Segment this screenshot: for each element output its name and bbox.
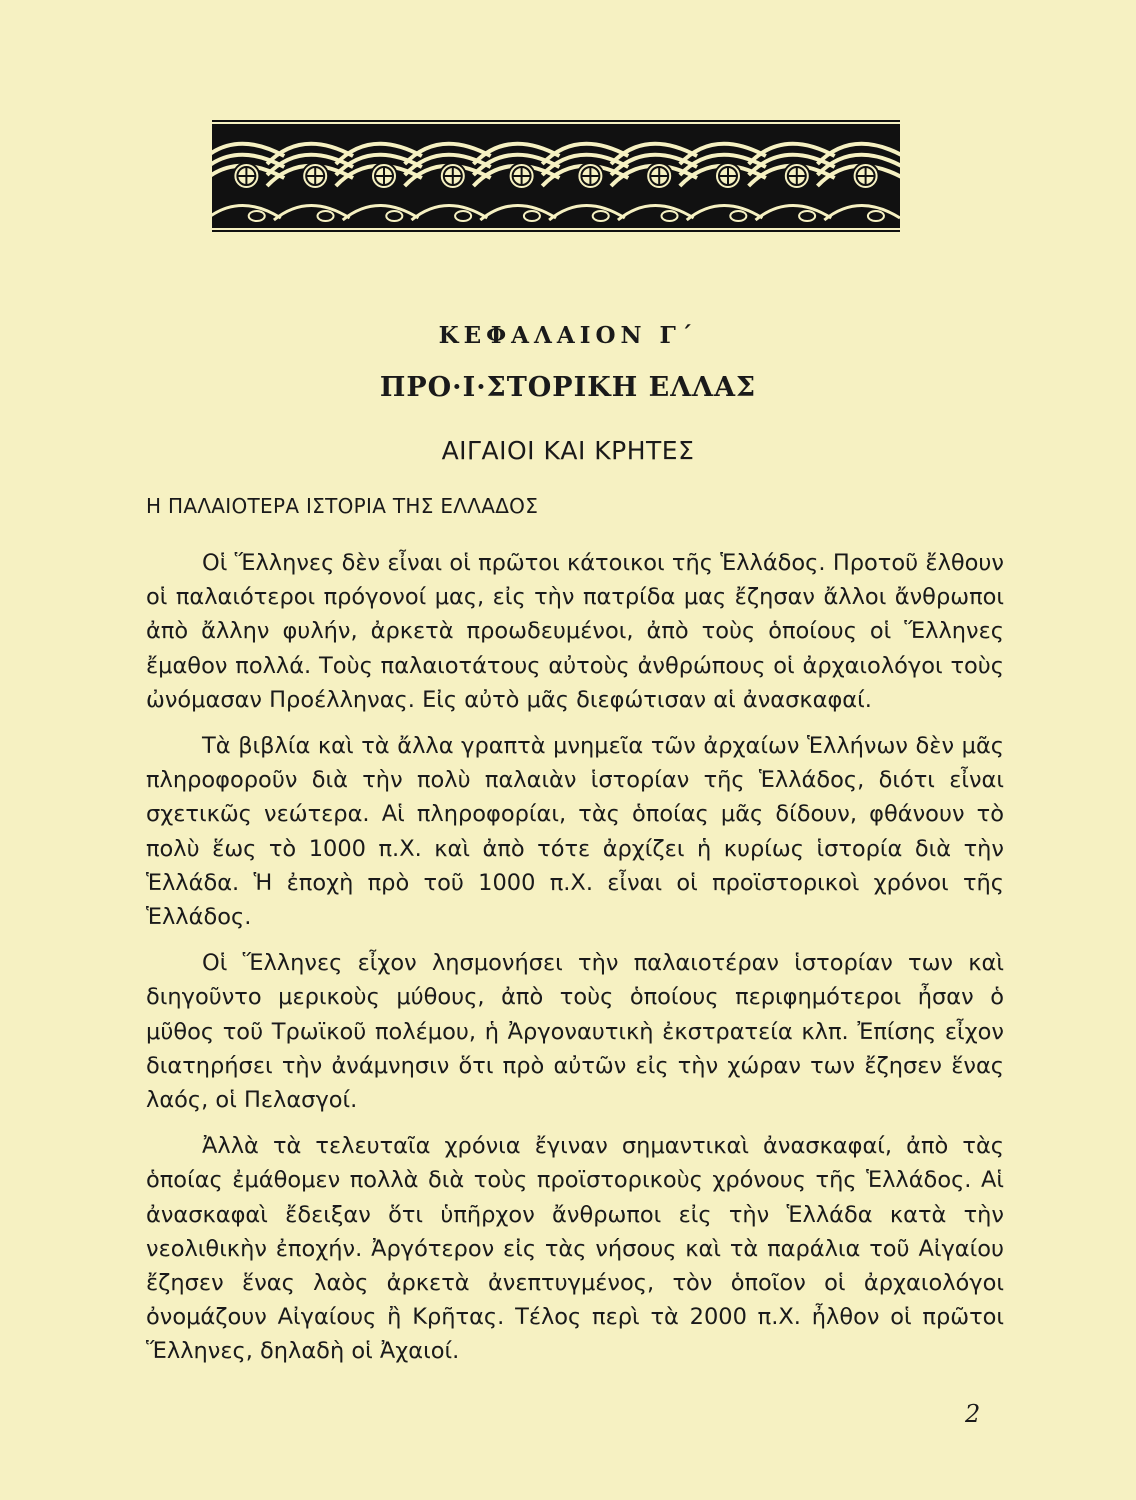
body-text <box>146 546 1004 1381</box>
paragraph: Ἀλλὰ τὰ τελευταῖα χρόνια ἔγιναν σημαντικαὶ ἀνασκαφαί, ἀπὸ τὰς ὁποίας ἐμάθομεν πολλὰ διὰ τοὺς προϊστορικοὺς χρόνους τῆς Ἑλλάδος. Αἱ ἀνασκαφαὶ ἔδειξαν ὅτι ὑπῆρχον ἄνθρωποι εἰς τὴν Ἑλλάδα κατὰ τὴν νεολιθικὴν ἐποχήν. Ἀργότερον εἰς τὰς νήσους καὶ τὰ παράλια τοῦ Αἰγαίου ἔζησεν ἕνας λαὸς ἀρκετὰ ἀνεπτυγμένος, τὸν ὁποῖον οἱ ἀρχαιολόγοι ὀνομάζουν Αἰγαίους ἢ Κρῆτας. Τέλος περὶ τὰ 2000 π.Χ. ἦλθον οἱ πρῶτοι Ἕλληνες, δηλαδὴ οἱ Ἀχαιοί. <box>146 1133 1004 1365</box>
page-number: 2 <box>965 1400 981 1428</box>
section-heading: Η ΠΑΛΑΙΟΤΕΡΑ ΙΣΤΟΡΙΑ ΤΗΣ ΕΛΛΑΔΟΣ <box>146 494 539 518</box>
chapter-heading: ΚΕΦΑΛΑΙΟΝ Γ΄ <box>438 322 698 349</box>
paragraph: Οἱ Ἕλληνες δὲν εἶναι οἱ πρῶτοι κάτοικοι τῆς Ἑλλάδος. Προτοῦ ἔλθουν οἱ παλαιότεροι πρόγονοί μας, εἰς τὴν πατρίδα μας ἔζησαν ἄλλοι ἄνθρωποι ἀπὸ ἄλλην φυλήν, ἀρκετὰ προωδευμένοι, ἀπὸ τοὺς ὁποίους οἱ Ἕλληνες ἔμαθον πολλά. Τοὺς παλαιοτάτους αὐτοὺς ἀνθρώπους οἱ ἀρχαιολόγοι τοὺς ὠνόμασαν Προέλληνας. Εἰς αὐτὸ μᾶς διεφώτισαν αἱ ἀνασκαφαί. <box>146 550 1004 713</box>
chapter-subtitle: ΑΙΓΑΙΟΙ ΚΑΙ ΚΡΗΤΕΣ <box>441 436 695 465</box>
decorative-wave-border <box>212 120 900 232</box>
paragraph: Τὰ βιβλία καὶ τὰ ἄλλα γραπτὰ μνημεῖα τῶν ἀρχαίων Ἑλλήνων δὲν μᾶς πληροφοροῦν διὰ τὴν πολὺ παλαιὰν ἱστορίαν τῆς Ἑλλάδος, διότι εἶναι σχετικῶς νεώτερα. Αἱ πληροφορίαι, τὰς ὁποίας μᾶς δίδουν, φθάνουν τὸ πολὺ ἕως τὸ 1000 π.Χ. καὶ ἀπὸ τότε ἀρχίζει ἡ κυρίως ἱστορία διὰ τὴν Ἑλλάδα. Ἡ ἐποχὴ πρὸ τοῦ 1000 π.Χ. εἶναι οἱ προϊστορικοὶ χρόνοι τῆς Ἑλλάδος. <box>146 733 1004 931</box>
paragraph: Οἱ Ἕλληνες εἶχον λησμονήσει τὴν παλαιοτέραν ἱστορίαν των καὶ διηγοῦντο μερικοὺς μύθους, ἀπὸ τοὺς ὁποίους περιφημότεροι ἦσαν ὁ μῦθος τοῦ Τρωϊκοῦ πολέμου, ἡ Ἀργοναυτικὴ ἐκστρατεία κλπ. Ἐπίσης εἶχον διατηρήσει τὴν ἀνάμνησιν ὅτι πρὸ αὐτῶν εἰς τὴν χώραν των ἔζησεν ἕνας λαός, οἱ Πελασγοί. <box>146 950 1004 1114</box>
chapter-title: ΠΡΟ·Ι·ΣΤΟΡΙΚΗ ΕΛΛΑΣ <box>379 372 757 403</box>
